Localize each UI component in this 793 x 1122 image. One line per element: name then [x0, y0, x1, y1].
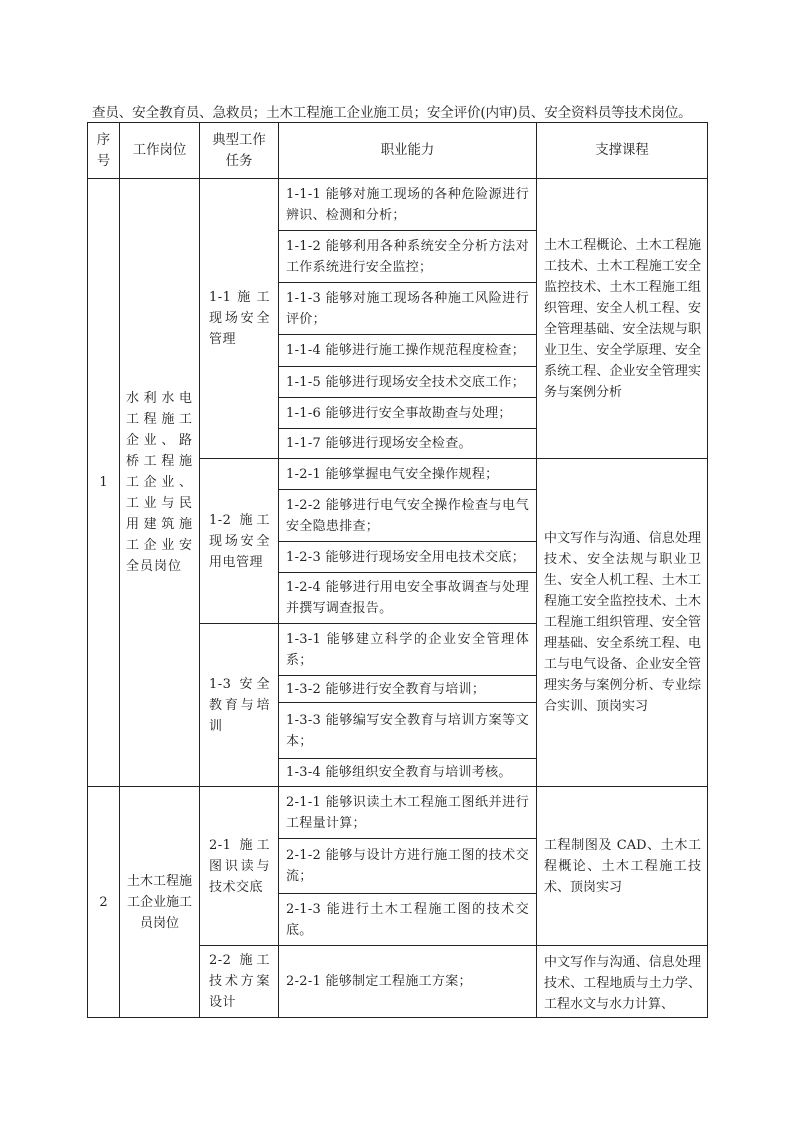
supporting-courses: 中文写作与沟通、信息处理技术、安全法规与职业卫生、安全人机工程、土木工程施工安全监控技术、土木工程施工组织管理、安全管理基础、安全系统工程、电工与电气设备、企业安全管理实务与案例分析、专业综合实训、顶岗实习 [537, 459, 708, 787]
ability-item: 1-3-1 能够建立科学的企业安全管理体系； [279, 624, 537, 676]
typical-task: 1-2 施工现场安全用电管理 [200, 459, 279, 624]
row-number: 2 [88, 787, 120, 1018]
ability-item: 1-2-1 能够掌握电气安全操作规程； [279, 459, 537, 490]
ability-item: 2-1-2 能够与设计方进行施工图的技术交流； [279, 839, 537, 894]
typical-task: 1-1施工现场安全管理 [200, 179, 279, 459]
intro-text: 查员、安全教育员、急救员；土木工程施工企业施工员；安全评价(内审)员、安全资料员等技术岗位。 [92, 105, 692, 121]
ability-item: 1-2-2 能够进行电气安全操作检查与电气安全隐患排查； [279, 490, 537, 542]
ability-item: 1-3-2 能够进行安全教育与培训； [279, 676, 537, 703]
ability-item: 2-1-3 能进行土木工程施工图的技术交底。 [279, 894, 537, 946]
job-position: 水利水电工程施工企业、路桥工程施工企业、工业与民用建筑施工企业安全员岗位 [120, 179, 200, 787]
ability-item: 1-1-3 能够对施工现场各种施工风险进行评价； [279, 283, 537, 335]
ability-item: 1-1-4 能够进行施工操作规范程度检查； [279, 335, 537, 367]
ability-item: 1-3-3 能够编写安全教育与培训方案等文本； [279, 703, 537, 759]
table-row [88, 787, 708, 839]
typical-task: 2-2 施工技术方案设计 [200, 946, 279, 1018]
ability-item: 1-3-4 能够组织安全教育与培训考核。 [279, 759, 537, 787]
header-courses: 支撑课程 [537, 123, 708, 179]
header-ability: 职业能力 [279, 123, 537, 179]
ability-item: 2-2-1 能够制定工程施工方案； [279, 946, 537, 1018]
row-number: 1 [88, 179, 120, 787]
ability-item: 1-1-1 能够对施工现场的各种危险源进行辨识、检测和分析； [279, 179, 537, 231]
job-position: 土木工程施工企业施工员岗位 [120, 787, 200, 1018]
supporting-courses: 工程制图及 CAD、土木工程概论、土木工程施工技术、顶岗实习 [537, 787, 708, 946]
ability-item: 1-2-3 能够进行现场安全用电技术交底； [279, 542, 537, 573]
ability-item: 1-2-4 能够进行用电安全事故调查与处理并撰写调查报告。 [279, 573, 537, 624]
ability-item: 1-1-6 能够进行安全事故勘查与处理； [279, 398, 537, 429]
typical-task: 1-3 安全教育与培训 [200, 624, 279, 787]
ability-item: 1-1-7 能够进行现场安全检查。 [279, 429, 537, 459]
header-task: 典型工作任务 [200, 123, 279, 179]
table-header-row [88, 123, 708, 179]
table-row [88, 179, 708, 231]
job-ability-table [87, 122, 708, 1018]
ability-item: 1-1-2 能够利用各种系统安全分析方法对工作系统进行安全监控； [279, 231, 537, 283]
supporting-courses: 土木工程概论、土木工程施工技术、土木工程施工安全监控技术、土木工程施工组织管理、安全人机工程、安全管理基础、安全法规与职业卫生、安全学原理、安全系统工程、企业安全管理实务与案例分析 [537, 179, 708, 459]
ability-item: 1-1-5 能够进行现场安全技术交底工作； [279, 367, 537, 398]
header-position: 工作岗位 [120, 123, 200, 179]
supporting-courses: 中文写作与沟通、信息处理技术、工程地质与土力学、工程水文与水力计算、 [537, 946, 708, 1018]
header-no: 序号 [88, 123, 120, 179]
typical-task: 2-1 施工图识读与技术交底 [200, 787, 279, 946]
ability-item: 2-1-1 能够识读土木工程施工图纸并进行工程量计算； [279, 787, 537, 839]
